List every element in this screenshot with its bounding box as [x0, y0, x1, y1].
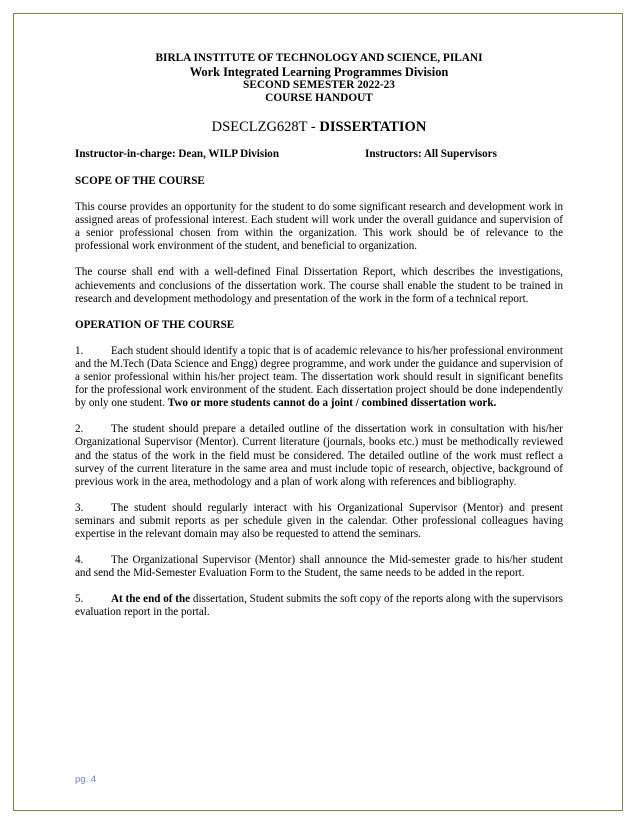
scope-heading: SCOPE OF THE COURSE: [75, 175, 205, 187]
item-text: Each student should identify a topic that is of academic relevance to his/her professional environment and the M.Tech (Data Science and Engg) degree programme, and work under the guidance and supervision of a senior professional within his/her project team. The dissertation work should result in significant benefits for the professional work environment of the student. Each dissertation project should be done independently by only one student.: [75, 344, 563, 410]
semester-label: SECOND SEMESTER 2022-23: [243, 79, 395, 91]
item-text: The student should regularly interact with his Organizational Supervisor (Mentor) and present seminars and submit reports as per schedule given in the calendar. Other professional colleagues having expertise in the relevant domain may also be requested to attend the seminars.: [75, 501, 563, 540]
operation-item: [75, 423, 563, 488]
operation-item: [75, 593, 563, 619]
course-separator: -: [307, 119, 320, 135]
operation-item: [75, 502, 563, 541]
document-body: [75, 52, 563, 619]
institute-name: BIRLA INSTITUTE OF TECHNOLOGY AND SCIENCE, PILANI: [155, 52, 483, 64]
scope-paragraph-1: This course provides an opportunity for the student to do some significant research and development work in assigned areas of professional interest. Each student will work under the overall guidance and supervision of a senior professional chosen from within the organization. This work should be of relevance to the professional work environment of the student, and beneficial to organization.: [75, 201, 563, 253]
doc-type-label: COURSE HANDOUT: [265, 92, 373, 104]
instructor-in-charge: Instructor-in-charge: Dean, WILP Division: [75, 148, 279, 160]
item-number: 3.: [75, 501, 84, 514]
course-name: DISSERTATION: [319, 119, 427, 135]
item-number: 2.: [75, 423, 84, 436]
operation-heading: OPERATION OF THE COURSE: [75, 318, 235, 331]
item-number: 5.: [75, 593, 84, 606]
item-text: dissertation, Student submits the soft copy of the reports along with the supervisors evaluation report in the portal.: [75, 593, 563, 619]
instructors-list: Instructors: All Supervisors: [365, 148, 497, 160]
page-number: pg. 4: [75, 774, 97, 785]
instructors-line: [75, 148, 563, 162]
course-title: [75, 119, 563, 136]
item-bold-text: Two or more students cannot do a joint / combined dissertation work.: [167, 397, 497, 410]
item-text: The student should prepare a detailed outline of the dissertation work in consultation with his/her Organizational Supervisor (Mentor). Current literature (journals, books etc.) must be methodically reviewed and the status of the work in the field must be considered. The detailed outline of the work must reflect a survey of the current literature in the same area and must include topic of research, objective, background of previous work in the area, methodology and a plan of work along with references and bibliography.: [75, 423, 563, 488]
operation-item: [75, 554, 563, 580]
item-text: The Organizational Supervisor (Mentor) shall announce the Mid-semester grade to his/her student and send the Mid-Semester Evaluation Form to the Student, the same needs to be added in the report.: [75, 554, 563, 580]
item-number: 4.: [75, 554, 84, 567]
document-header: [75, 52, 563, 105]
item-bold-lead: At the end of the: [111, 593, 191, 606]
operation-item: [75, 345, 563, 410]
item-number: 1.: [75, 344, 84, 357]
course-code: DSECLZG628T: [211, 119, 308, 135]
scope-paragraph-2: The course shall end with a well-defined Final Dissertation Report, which describes the investigations, achievements and conclusions of the dissertation work. The course shall enable the student to be trained in research and development methodology and presentation of the work in the form of a technical report.: [75, 266, 563, 305]
division-name: Work Integrated Learning Programmes Division: [189, 65, 449, 79]
